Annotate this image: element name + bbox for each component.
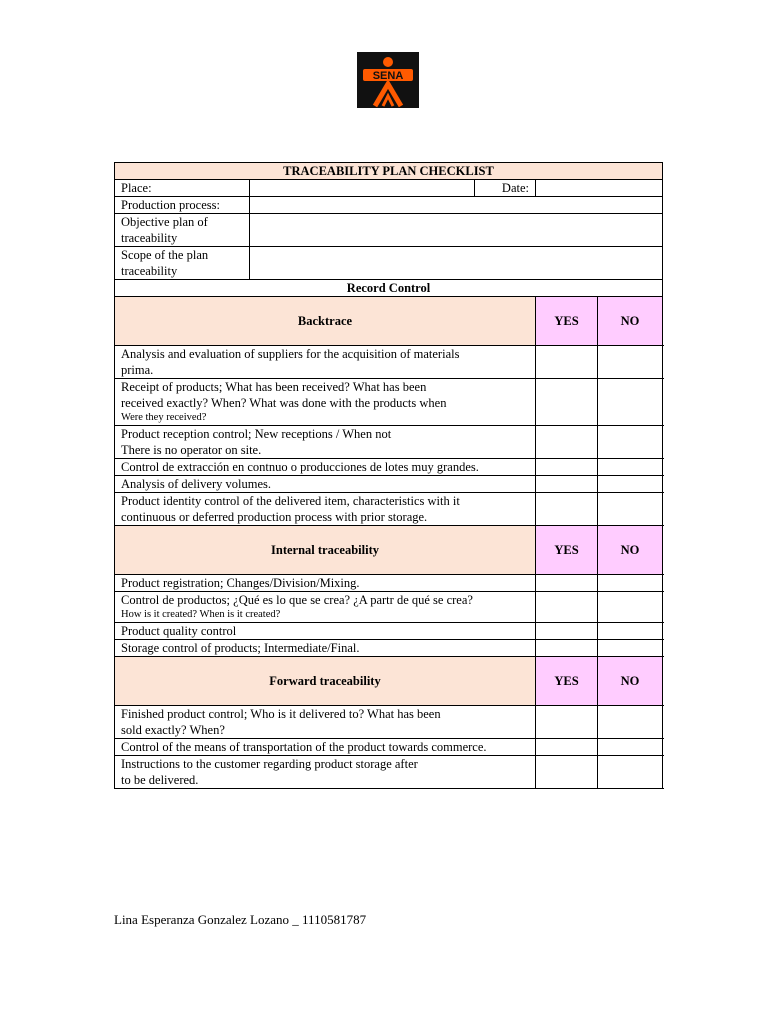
yes-checkbox-cell[interactable] xyxy=(536,459,598,476)
scope-field[interactable] xyxy=(250,247,663,280)
yes-checkbox-cell[interactable] xyxy=(536,346,598,379)
production-process-label: Production process: xyxy=(115,197,250,214)
item-line: prima. xyxy=(121,363,154,377)
yes-checkbox-cell[interactable] xyxy=(536,640,598,657)
date-label: Date: xyxy=(475,180,536,197)
sena-logo-icon xyxy=(357,52,419,108)
item-small-line: Were they received? xyxy=(121,412,207,423)
item-small-line: How is it created? When is it created? xyxy=(121,609,281,620)
checklist-item-text xyxy=(115,493,536,526)
checklist-item-row xyxy=(115,739,663,756)
no-checkbox-cell[interactable] xyxy=(598,493,663,526)
checklist-item-text xyxy=(115,640,536,657)
checklist-item-row xyxy=(115,575,663,592)
yes-column-header: YES xyxy=(536,657,598,706)
item-line: Storage control of products; Intermediate/Final. xyxy=(121,641,360,655)
yes-checkbox-cell[interactable] xyxy=(536,476,598,493)
checklist-item-row xyxy=(115,493,663,526)
item-line: to be delivered. xyxy=(121,773,199,787)
item-line: sold exactly? When? xyxy=(121,723,225,737)
footer-author: Lina Esperanza Gonzalez Lozano _ 1110581787 xyxy=(114,912,367,927)
section-title: Backtrace xyxy=(115,297,536,346)
no-checkbox-cell[interactable] xyxy=(598,426,663,459)
section-header-row xyxy=(115,657,663,706)
no-column-header: NO xyxy=(598,526,663,575)
checklist-item-text xyxy=(115,623,536,640)
checklist-item-text xyxy=(115,379,536,426)
yes-checkbox-cell[interactable] xyxy=(536,426,598,459)
checklist-item-text xyxy=(115,459,536,476)
checklist-item-row xyxy=(115,426,663,459)
checklist-item-row xyxy=(115,379,663,426)
item-line: continuous or deferred production process with prior storage. xyxy=(121,510,428,524)
checklist-item-text xyxy=(115,426,536,459)
no-checkbox-cell[interactable] xyxy=(598,739,663,756)
checklist-title: TRACEABILITY PLAN CHECKLIST xyxy=(115,163,663,180)
place-label: Place: xyxy=(115,180,250,197)
item-line: received exactly? When? What was done with the products when xyxy=(121,396,447,410)
checklist-item-row xyxy=(115,706,663,739)
checklist-item-row xyxy=(115,640,663,657)
no-column-header: NO xyxy=(598,297,663,346)
no-checkbox-cell[interactable] xyxy=(598,592,663,623)
no-checkbox-cell[interactable] xyxy=(598,756,663,789)
no-checkbox-cell[interactable] xyxy=(598,379,663,426)
yes-checkbox-cell[interactable] xyxy=(536,575,598,592)
item-line: Analysis and evaluation of suppliers for the acquisition of materials xyxy=(121,347,460,361)
item-line: There is no operator on site. xyxy=(121,443,262,457)
no-checkbox-cell[interactable] xyxy=(598,623,663,640)
logo-text: SENA xyxy=(372,70,404,82)
place-field[interactable] xyxy=(250,180,475,197)
yes-checkbox-cell[interactable] xyxy=(536,706,598,739)
item-line: Analysis of delivery volumes. xyxy=(121,477,271,491)
checklist-item-row xyxy=(115,592,663,623)
yes-checkbox-cell[interactable] xyxy=(536,739,598,756)
yes-column-header: YES xyxy=(536,297,598,346)
item-line: Product identity control of the delivered item, characteristics with it xyxy=(121,494,460,508)
checklist-item-text xyxy=(115,346,536,379)
checklist-item-row xyxy=(115,346,663,379)
record-control-heading: Record Control xyxy=(115,280,663,297)
no-checkbox-cell[interactable] xyxy=(598,640,663,657)
checklist-item-text xyxy=(115,476,536,493)
section-title: Internal traceability xyxy=(115,526,536,575)
item-line: Product registration; Changes/Division/Mixing. xyxy=(121,576,360,590)
item-line: Control of the means of transportation of the product towards commerce. xyxy=(121,740,487,754)
checklist-item-row xyxy=(115,476,663,493)
item-line: Instructions to the customer regarding product storage after xyxy=(121,757,418,771)
no-checkbox-cell[interactable] xyxy=(598,575,663,592)
yes-checkbox-cell[interactable] xyxy=(536,493,598,526)
yes-checkbox-cell[interactable] xyxy=(536,756,598,789)
no-column-header: NO xyxy=(598,657,663,706)
sena-logo xyxy=(357,52,419,108)
yes-checkbox-cell[interactable] xyxy=(536,592,598,623)
checklist-item-row xyxy=(115,756,663,789)
checklist-item-row xyxy=(115,623,663,640)
item-line: Product quality control xyxy=(121,624,237,638)
item-line: Receipt of products; What has been received? What has been xyxy=(121,380,427,394)
no-checkbox-cell[interactable] xyxy=(598,346,663,379)
item-line: Control de productos; ¿Qué es lo que se crea? ¿A partr de qué se crea? xyxy=(121,593,473,607)
traceability-checklist-table xyxy=(114,162,663,789)
checklist-item-text xyxy=(115,575,536,592)
yes-checkbox-cell[interactable] xyxy=(536,623,598,640)
no-checkbox-cell[interactable] xyxy=(598,706,663,739)
yes-checkbox-cell[interactable] xyxy=(536,379,598,426)
yes-column-header: YES xyxy=(536,526,598,575)
no-checkbox-cell[interactable] xyxy=(598,476,663,493)
section-header-row xyxy=(115,297,663,346)
checklist-item-text xyxy=(115,739,536,756)
scope-label: Scope of the plan traceability xyxy=(115,247,250,280)
production-process-field[interactable] xyxy=(250,197,663,214)
objective-label: Objective plan of traceability xyxy=(115,214,250,247)
item-line: Finished product control; Who is it delivered to? What has been xyxy=(121,707,441,721)
section-header-row xyxy=(115,526,663,575)
date-field[interactable] xyxy=(536,180,663,197)
checklist-item-row xyxy=(115,459,663,476)
checklist-item-text xyxy=(115,756,536,789)
no-checkbox-cell[interactable] xyxy=(598,459,663,476)
item-line: Product reception control; New receptions / When not xyxy=(121,427,392,441)
section-title: Forward traceability xyxy=(115,657,536,706)
checklist-item-text xyxy=(115,706,536,739)
checklist-item-text xyxy=(115,592,536,623)
item-line: Control de extracción en contnuo o producciones de lotes muy grandes. xyxy=(121,460,479,474)
objective-field[interactable] xyxy=(250,214,663,247)
